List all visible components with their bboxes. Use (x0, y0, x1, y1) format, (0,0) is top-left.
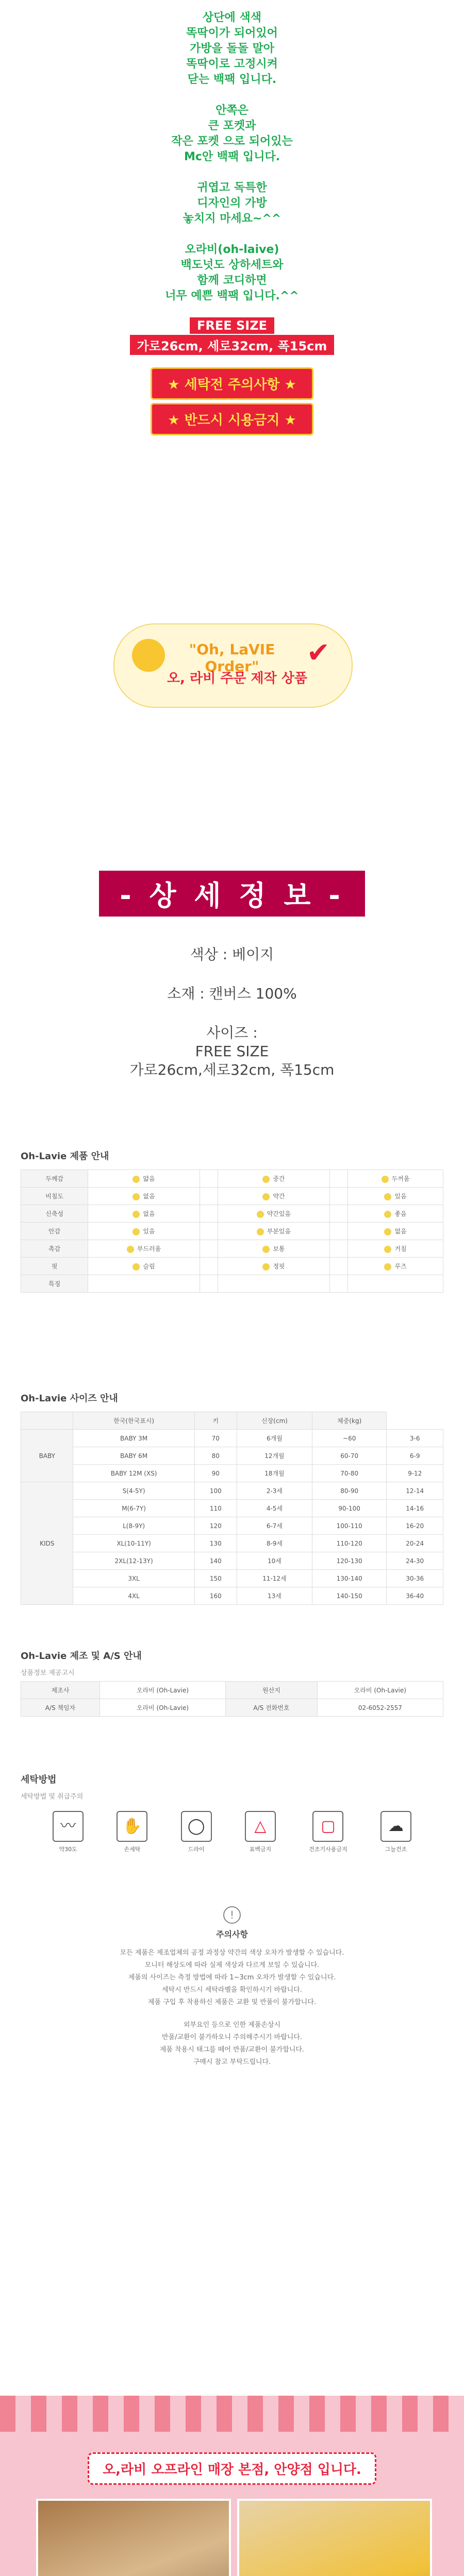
care-label: 건조기사용금지 (309, 1846, 347, 1853)
care-icons (36, 1811, 428, 1853)
rating-dot-icon (257, 1211, 264, 1218)
care-symbol-icon: ◯ (181, 1811, 212, 1842)
table-cell: 90 (194, 1465, 237, 1482)
rating-dot-icon (257, 1228, 264, 1235)
table-cell: 3-6 (387, 1430, 443, 1447)
row-header: 특징 (21, 1275, 88, 1293)
text-line: 똑딱이로 고정시켜 (186, 58, 278, 71)
table-cell (218, 1170, 329, 1188)
text-line: 제품 착용시 태그를 떼어 반품/교환이 불가합니다. (159, 2046, 305, 2054)
size-label: 가로26cm, 세로32cm, 폭15cm (130, 335, 335, 355)
text-line: 귀엽고 독특한 (197, 181, 267, 194)
care-label: 손세탁 (124, 1846, 141, 1853)
text-line: 반품/교환이 불가하오니 주의해주시기 바랍니다. (161, 2033, 303, 2041)
table-header-row (21, 1412, 443, 1430)
table-cell (88, 1205, 200, 1223)
column-header: 체중(kg) (312, 1412, 386, 1430)
intro-paragraph-4 (0, 242, 464, 304)
text-line: 가방을 돌돌 말아 (189, 42, 275, 55)
table-cell (329, 1275, 347, 1293)
text-line: 세탁시 반드시 세탁라벨을 확인하시기 바랍니다. (162, 1986, 302, 1994)
table-row (21, 1587, 443, 1605)
care-section (0, 1772, 464, 1853)
table-cell: 16-20 (387, 1517, 443, 1535)
store-photo-panel (0, 2396, 464, 2576)
table-cell: 24-30 (387, 1552, 443, 1570)
color-line: 색상 : 베이지 (190, 946, 274, 963)
text-line: 오라비(oh-laive) (185, 243, 279, 256)
table-cell: 70-80 (312, 1465, 386, 1482)
rating-dot-icon (384, 1246, 391, 1253)
table-row (21, 1240, 443, 1258)
table-cell: 140-150 (312, 1587, 386, 1605)
table-cell (329, 1223, 347, 1240)
detail-section (0, 871, 464, 1079)
table-cell (200, 1170, 218, 1188)
cell-label: 좋음 (394, 1210, 407, 1217)
cell-label: 정핏 (273, 1263, 285, 1270)
table-cell: 70 (194, 1430, 237, 1447)
table-cell (88, 1275, 200, 1293)
table-cell: 100-110 (312, 1517, 386, 1535)
table-row (21, 1482, 443, 1500)
care-symbol-icon: ▢ (312, 1811, 343, 1842)
table-cell: 4XL (73, 1587, 194, 1605)
size-badge (0, 335, 464, 355)
table-cell: BABY 6M (73, 1447, 194, 1465)
text-line: 큰 포켓과 (208, 120, 256, 132)
free-size-label: FREE SIZE (190, 317, 274, 334)
table-row (21, 1682, 443, 1699)
info-icon: ! (223, 1906, 241, 1924)
text-line: 외부요인 등으로 인한 제품손상시 (183, 2021, 281, 2029)
cell-label: 있음 (394, 1193, 407, 1200)
table-row (21, 1170, 443, 1188)
store-headline: 오,라비 오프라인 매장 본점, 안양점 입니다. (88, 2452, 376, 2485)
table-cell: 100 (194, 1482, 237, 1500)
column-header: 키 (194, 1412, 237, 1430)
order-title: "Oh, LaVIE Order" (189, 641, 275, 675)
text-line: 구매시 참고 부탁드립니다. (193, 2058, 271, 2066)
cell-label: 부분있음 (267, 1228, 291, 1235)
detail-header: - 상 세 정 보 - (99, 871, 364, 917)
table-cell (348, 1240, 443, 1258)
group-label: KIDS (21, 1482, 73, 1605)
rating-dot-icon (262, 1193, 270, 1200)
rating-dot-icon (132, 1176, 140, 1183)
table-cell (218, 1205, 329, 1223)
table-row (21, 1223, 443, 1240)
table-row (21, 1205, 443, 1223)
table-cell (200, 1188, 218, 1205)
table-cell: A/S 전화번호 (226, 1699, 318, 1717)
table-cell: 110-120 (312, 1535, 386, 1552)
text-line: 제품의 사이즈는 측정 방법에 따라 1~3cm 오차가 발생할 수 있습니다. (128, 1974, 336, 1981)
intro-paragraph-1 (0, 10, 464, 88)
table-cell: 18개월 (237, 1465, 312, 1482)
text-line: Mc안 백팩 입니다. (184, 150, 280, 163)
table-cell: 80-90 (312, 1482, 386, 1500)
table-cell (329, 1188, 347, 1205)
table-cell: 10세 (237, 1552, 312, 1570)
table-cell: ~60 (312, 1430, 386, 1447)
maker-table-title: Oh-Lavie 제조 및 A/S 안내 (21, 1651, 142, 1662)
table-row (21, 1570, 443, 1587)
table-cell: 130-140 (312, 1570, 386, 1587)
rating-dot-icon (384, 1228, 391, 1235)
table-cell (200, 1240, 218, 1258)
text-line: 제품 구입 후 착용하신 제품은 교환 및 반품이 불가합니다. (147, 1998, 317, 2006)
notice-2: ★ 반드시 시용금지 ★ (151, 403, 313, 435)
table-cell: 9-12 (387, 1465, 443, 1482)
table-row (21, 1552, 443, 1570)
table-cell: 6-7세 (237, 1517, 312, 1535)
rating-dot-icon (262, 1246, 270, 1253)
table-cell: BABY 12M (XS) (73, 1465, 194, 1482)
table-cell: 160 (194, 1587, 237, 1605)
table-cell: 오라비 (Oh-Lavie) (100, 1682, 225, 1699)
order-badge-section (0, 623, 464, 708)
care-item (245, 1811, 276, 1853)
care-item (309, 1811, 347, 1853)
table-cell: M(6-7Y) (73, 1500, 194, 1517)
table-cell (348, 1205, 443, 1223)
care-label: 약30도 (59, 1846, 77, 1853)
table-row (21, 1275, 443, 1293)
table-cell: 12개월 (237, 1447, 312, 1465)
table-cell: 120-130 (312, 1552, 386, 1570)
intro-paragraph-3 (0, 180, 464, 227)
column-header (21, 1412, 73, 1430)
text-line: 디자인의 가방 (197, 197, 267, 210)
table-cell (200, 1275, 218, 1293)
cell-label: 약간 (273, 1193, 285, 1200)
table-cell: 110 (194, 1500, 237, 1517)
table-cell (88, 1240, 200, 1258)
table-cell (348, 1258, 443, 1275)
care-item (53, 1811, 84, 1853)
cell-label: 거침 (394, 1245, 407, 1252)
table-cell (88, 1258, 200, 1275)
table-cell: 30-36 (387, 1570, 443, 1587)
cell-label: 약간있음 (267, 1210, 291, 1217)
text-line: 너무 예쁜 백팩 입니다.^^ (165, 290, 299, 302)
table-cell (329, 1240, 347, 1258)
rating-dot-icon (132, 1193, 140, 1200)
size-dims-line: 가로26cm,세로32cm, 폭15cm (129, 1061, 335, 1078)
maker-table-subtitle: 상품정보 제공고시 (21, 1669, 75, 1677)
column-header: 한국(한국표시) (73, 1412, 194, 1430)
care-label: 표백금지 (249, 1846, 272, 1853)
table-cell: 11-12세 (237, 1570, 312, 1587)
cell-label: 있음 (143, 1228, 155, 1235)
care-symbol-icon: △ (245, 1811, 276, 1842)
rating-dot-icon (262, 1263, 270, 1270)
care-symbol-icon: 〰 (53, 1811, 84, 1842)
notice-1: ★ 세탁전 주의사항 ★ (151, 367, 313, 400)
table-row (21, 1188, 443, 1205)
table-cell (200, 1223, 218, 1240)
care-title: 세탁방법 (21, 1774, 57, 1785)
table-cell: 14-16 (387, 1500, 443, 1517)
rating-dot-icon (132, 1263, 140, 1270)
group-label: BABY (21, 1430, 73, 1482)
rating-dot-icon (384, 1193, 391, 1200)
text-line: 닫는 백팩 입니다. (187, 73, 277, 86)
table-cell (218, 1275, 329, 1293)
table-cell: XL(10-11Y) (73, 1535, 194, 1552)
text-line: 백도넛도 상하세트와 (180, 259, 284, 272)
table-cell (88, 1188, 200, 1205)
store-photo-1 (36, 2499, 231, 2576)
cell-label: 없음 (143, 1210, 155, 1217)
table-cell: 8-9세 (237, 1535, 312, 1552)
table-cell (348, 1170, 443, 1188)
table-row (21, 1430, 443, 1447)
table-row (21, 1517, 443, 1535)
dotted-border (0, 2396, 464, 2432)
cell-label: 보통 (273, 1245, 285, 1252)
maker-table (21, 1681, 443, 1717)
rating-dot-icon (127, 1246, 134, 1253)
cell-label: 부드러움 (137, 1245, 161, 1252)
text-line: 모니터 해상도에 따라 실제 색상과 다르게 보일 수 있습니다. (144, 1961, 320, 1969)
text-line: 함께 코디하면 (197, 274, 267, 287)
row-header: 촉감 (21, 1240, 88, 1258)
table-cell: 4-5세 (237, 1500, 312, 1517)
table-cell (218, 1223, 329, 1240)
table-cell (218, 1258, 329, 1275)
product-table (21, 1170, 443, 1293)
row-header: 핏 (21, 1258, 88, 1275)
text-line: 상단에 색색 (203, 11, 261, 24)
table-cell (348, 1223, 443, 1240)
maker-table-section (0, 1649, 464, 1717)
cell-label: 중간 (273, 1175, 285, 1182)
care-item (117, 1811, 147, 1853)
table-cell (329, 1258, 347, 1275)
table-cell (329, 1170, 347, 1188)
table-cell: 120 (194, 1517, 237, 1535)
table-cell: 140 (194, 1552, 237, 1570)
table-cell: BABY 3M (73, 1430, 194, 1447)
table-cell: 오라비 (Oh-Lavie) (317, 1682, 443, 1699)
care-label: 그늘건조 (385, 1846, 407, 1853)
table-cell: 3XL (73, 1570, 194, 1587)
cell-label: 두꺼움 (391, 1175, 410, 1182)
rating-dot-icon (132, 1228, 140, 1235)
table-cell: 제조사 (21, 1682, 100, 1699)
care-item (181, 1811, 212, 1853)
table-cell (218, 1240, 329, 1258)
text-line: 똑딱이가 되어있어 (186, 27, 278, 40)
row-header: 안감 (21, 1223, 88, 1240)
rating-dot-icon (262, 1176, 270, 1183)
size-table-title: Oh-Lavie 사이즈 안내 (21, 1393, 118, 1404)
table-cell (218, 1188, 329, 1205)
table-row (21, 1447, 443, 1465)
row-header: 두께감 (21, 1170, 88, 1188)
caution-lines-2 (0, 2019, 464, 2069)
free-size-line: FREE SIZE (195, 1043, 269, 1060)
table-cell: 6-9 (387, 1447, 443, 1465)
rating-dot-icon (384, 1263, 391, 1270)
size-table-section (0, 1391, 464, 1605)
rating-dot-icon (132, 1211, 140, 1218)
table-cell: 60-70 (312, 1447, 386, 1465)
row-header: 비침도 (21, 1188, 88, 1205)
table-row (21, 1500, 443, 1517)
material-line: 소재 : 캔버스 100% (167, 985, 297, 1002)
cell-label: 루즈 (394, 1263, 407, 1270)
table-cell: L(8-9Y) (73, 1517, 194, 1535)
size-title: 사이즈 : (206, 1024, 258, 1041)
table-row (21, 1699, 443, 1717)
table-cell (88, 1170, 200, 1188)
text-line: 안쪽은 (216, 104, 248, 117)
table-cell (329, 1205, 347, 1223)
table-cell: 13세 (237, 1587, 312, 1605)
table-cell (348, 1275, 443, 1293)
product-table-section (0, 1149, 464, 1293)
table-cell (200, 1205, 218, 1223)
care-label: 드라이 (188, 1846, 205, 1853)
intro-section (0, 10, 464, 435)
table-cell: S(4-5Y) (73, 1482, 194, 1500)
table-cell: 80 (194, 1447, 237, 1465)
cell-label: 없음 (394, 1228, 407, 1235)
table-cell: 2-3세 (237, 1482, 312, 1500)
care-item (380, 1811, 411, 1853)
order-sub: 오, 라비 주문 제작 상품 (167, 671, 308, 686)
table-cell (348, 1188, 443, 1205)
size-table (21, 1412, 443, 1605)
table-cell: 90-100 (312, 1500, 386, 1517)
column-header: 신장(cm) (237, 1412, 312, 1430)
caution-lines (0, 1947, 464, 2009)
table-cell: 2XL(12-13Y) (73, 1552, 194, 1570)
table-cell: 6개월 (237, 1430, 312, 1447)
cell-label: 슬림 (143, 1263, 155, 1270)
caution-section (0, 1906, 464, 2069)
rating-dot-icon (384, 1211, 391, 1218)
text-line: 놓치지 마세요~^^ (183, 212, 281, 225)
cell-label: 얇음 (143, 1175, 155, 1182)
table-cell: 오라비 (Oh-Lavie) (100, 1699, 225, 1717)
table-cell: 원산지 (226, 1682, 318, 1699)
caution-title: 주의사항 (216, 1929, 248, 1939)
table-row (21, 1535, 443, 1552)
text-line: 작은 포켓 으로 되어있는 (171, 135, 293, 148)
table-cell: 36-40 (387, 1587, 443, 1605)
care-subtitle: 세탁방법 및 취급주의 (21, 1793, 84, 1801)
text-line: 모든 제품은 제조업체의 공정 과정상 약간의 색상 오차가 발생할 수 있습니다. (120, 1949, 344, 1957)
product-table-title: Oh-Lavie 제품 안내 (21, 1151, 109, 1162)
table-cell: 20-24 (387, 1535, 443, 1552)
intro-paragraph-2 (0, 103, 464, 165)
care-symbol-icon: ✋ (117, 1811, 147, 1842)
care-symbol-icon: ☁ (380, 1811, 411, 1842)
table-cell: A/S 책임자 (21, 1699, 100, 1717)
table-cell: 12-14 (387, 1482, 443, 1500)
rating-dot-icon (382, 1176, 389, 1183)
table-row (21, 1465, 443, 1482)
store-photo-2 (237, 2499, 432, 2576)
table-cell: 02-6052-2557 (317, 1699, 443, 1717)
cell-label: 없음 (143, 1193, 155, 1200)
smiley-icon (132, 639, 165, 672)
check-icon: ✔ (306, 636, 330, 669)
table-cell (88, 1223, 200, 1240)
table-cell: 130 (194, 1535, 237, 1552)
table-cell (200, 1258, 218, 1275)
order-badge (113, 623, 351, 706)
row-header: 신축성 (21, 1205, 88, 1223)
free-size-badge (0, 317, 464, 334)
table-cell: 150 (194, 1570, 237, 1587)
table-row (21, 1258, 443, 1275)
